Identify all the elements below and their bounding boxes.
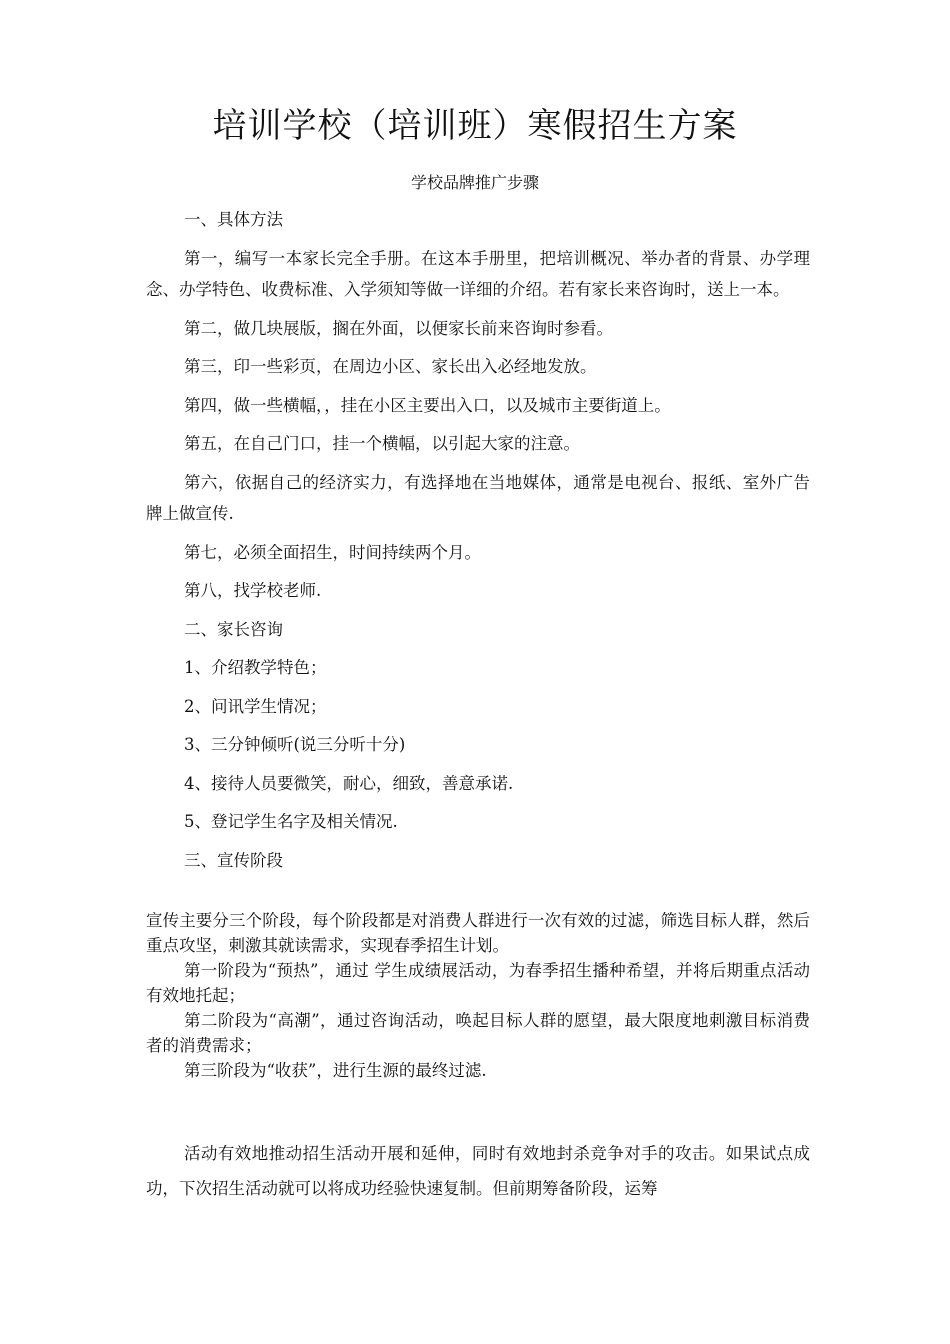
- list-item: 第六，依据自己的经济实力，有选择地在当地媒体，通常是电视台、报纸、室外广告牌上做宣传.: [146, 472, 810, 523]
- list-item: 第五，在自己门口，挂一个横幅，以引起大家的注意。: [184, 434, 580, 453]
- paragraph: 宣传主要分三个阶段，每个阶段都是对消费人群进行一次有效的过滤，筛选目标人群，然后重点攻坚，刺激其就读需求，实现春季招生计划。: [146, 911, 810, 955]
- section-closing: [146, 1136, 810, 1206]
- list-item: 第七，必须全面招生，时间持续两个月。: [184, 542, 481, 562]
- list-item: 第八，找学校老师.: [184, 581, 322, 600]
- list-item: 第三阶段为“收获”，进行生源的最终过滤.: [184, 1061, 487, 1080]
- document-title: 培训学校（培训班）寒假招生方案: [212, 106, 738, 146]
- list-item: 3、三分钟倾听(说三分听十分): [184, 735, 406, 754]
- list-item: 第一，编写一本家长完全手册。在这本手册里，把培训概况、举办者的背景、办学理念、办学特色、收费标准、入学须知等做一详细的介绍。若有家长来咨询时，送上一本。: [146, 248, 810, 299]
- section-heading: 二、家长咨询: [184, 619, 283, 639]
- paragraph: 活动有效地推动招生活动开展和延伸，同时有效地封杀竞争对手的攻击。如果试点成功，下次招生活动就可以将成功经验快速复制。但前期筹备阶段，运筹: [146, 1144, 810, 1198]
- section-heading: 三、宣传阶段: [184, 850, 283, 870]
- list-item: 第三，印一些彩页，在周边小区、家长出入必经地发放。: [184, 357, 597, 376]
- list-item: 第一阶段为“预热”，通过 学生成绩展活动，为春季招生播种希望，并将后期重点活动有效地托起；: [146, 961, 810, 1005]
- list-item: 4、接待人员要微笑，耐心，细致，善意承诺.: [184, 773, 514, 793]
- list-item: 第二阶段为“高潮”，通过咨询活动，唤起目标人群的愿望，最大限度地刺激目标消费者的消费需求；: [146, 1011, 810, 1055]
- document-subtitle: 学校品牌推广步骤: [410, 173, 539, 192]
- section-publicity-stages: [146, 908, 810, 1083]
- section-methods-and-consultation: [146, 204, 810, 883]
- list-item: 2、问讯学生情况；: [184, 696, 327, 716]
- list-item: 第四，做一些横幅，，挂在小区主要出入口，以及城市主要街道上。: [184, 395, 671, 415]
- section-heading: 一、具体方法: [184, 210, 283, 229]
- list-item: 第二，做几块展版，搁在外面，以便家长前来咨询时参看。: [184, 318, 613, 338]
- list-item: 5、登记学生名字及相关情况.: [184, 812, 398, 831]
- list-item: 1、介绍教学特色；: [184, 658, 327, 677]
